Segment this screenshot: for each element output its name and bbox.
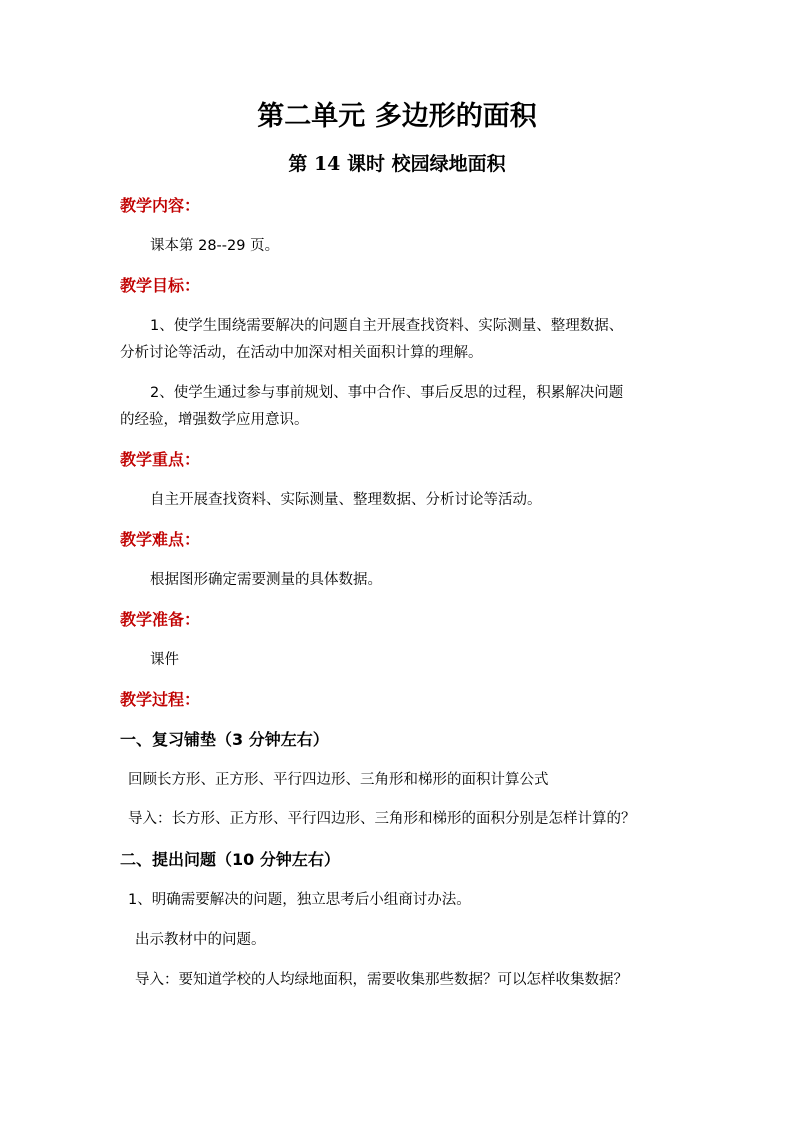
page-subtitle: 第 14 课时 校园绿地面积 xyxy=(288,153,506,175)
key-text: 自主开展查找资料、实际测量、整理数据、分析讨论等活动。 xyxy=(150,492,542,508)
goals-heading: 教学目标： xyxy=(120,276,201,295)
step1-heading: 一、复习铺垫（3 分钟左右） xyxy=(120,730,329,749)
content-text: 课本第 28--29 页。 xyxy=(150,238,280,254)
step2-text2: 出示教材中的问题。 xyxy=(135,932,266,948)
content-heading: 教学内容： xyxy=(120,196,201,215)
step1-text1: 回顾长方形、正方形、平行四边形、三角形和梯形的面积计算公式 xyxy=(128,772,549,788)
step2-text3: 导入：要知道学校的人均绿地面积，需要收集那些数据？可以怎样收集数据？ xyxy=(135,972,628,988)
difficulty-text: 根据图形确定需要测量的具体数据。 xyxy=(150,572,382,588)
step2-heading: 二、提出问题（10 分钟左右） xyxy=(120,850,340,869)
goal2-line1: 2、使学生通过参与事前规划、事中合作、事后反思的过程，积累解决问题 xyxy=(150,385,624,401)
goal1-line1: 1、使学生围绕需要解决的问题自主开展查找资料、实际测量、整理数据、 xyxy=(150,318,624,334)
page-title: 第二单元 多边形的面积 xyxy=(257,101,537,132)
key-heading: 教学重点： xyxy=(120,450,201,469)
prep-text: 课件 xyxy=(150,652,179,668)
goal2-line2: 的经验，增强数学应用意识。 xyxy=(120,412,309,428)
goal1-line2: 分析讨论等活动，在活动中加深对相关面积计算的理解。 xyxy=(120,345,483,361)
step2-text1: 1、明确需要解决的问题，独立思考后小组商讨办法。 xyxy=(128,892,471,908)
step1-text2: 导入：长方形、正方形、平行四边形、三角形和梯形的面积分别是怎样计算的？ xyxy=(128,811,636,827)
prep-heading: 教学准备： xyxy=(120,610,201,629)
difficulty-heading: 教学难点： xyxy=(120,530,201,549)
process-heading: 教学过程： xyxy=(120,690,201,709)
